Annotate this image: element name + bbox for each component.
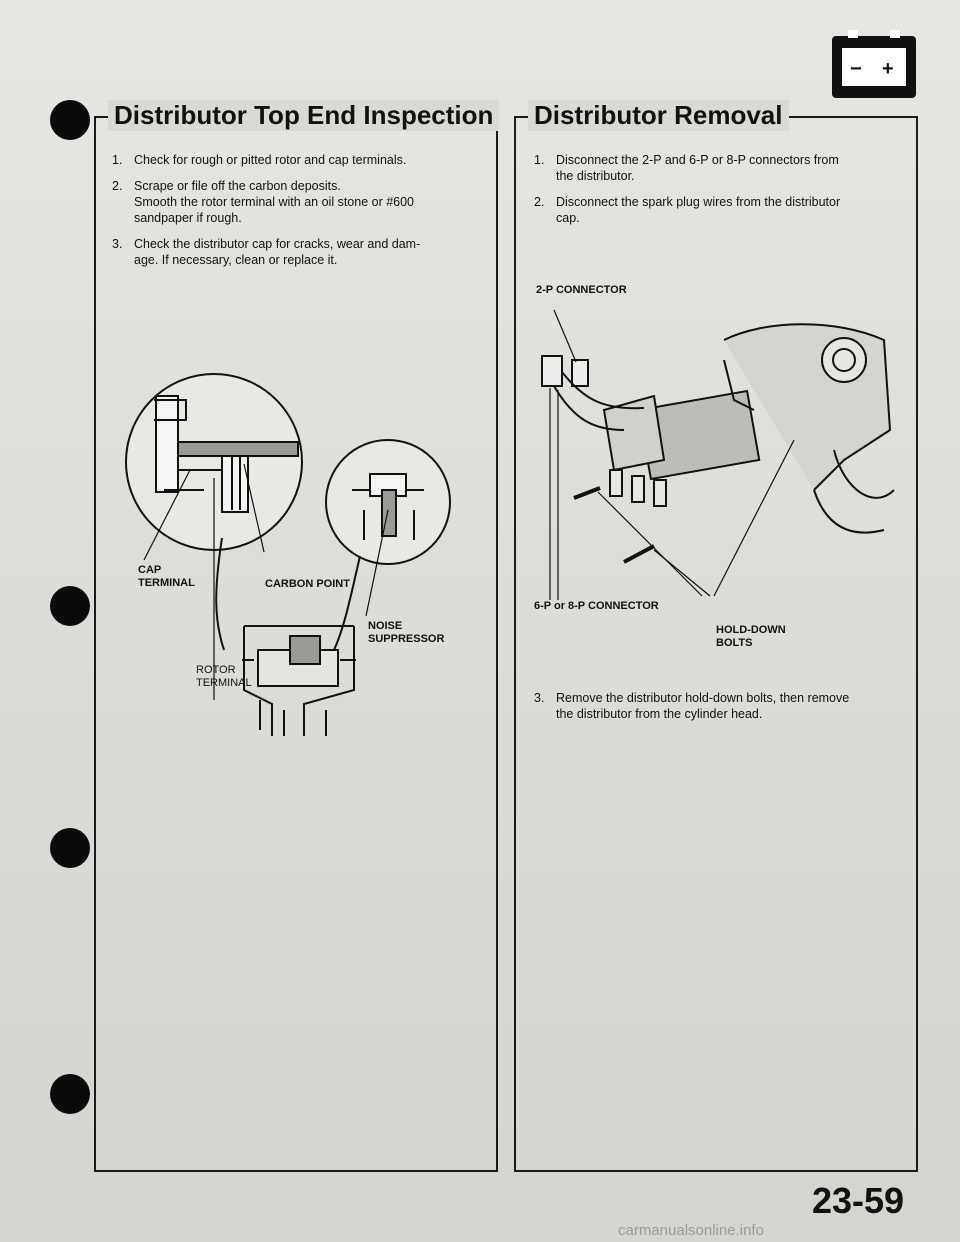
right-step-3-container [534,690,906,732]
left-section-title: Distributor Top End Inspection [108,100,499,131]
punch-hole-2 [50,586,90,626]
minus-symbol: − [850,58,862,80]
watermark: carmanualsonline.info [618,1222,764,1239]
distributor-removal-diagram [514,300,914,610]
cap-terminal-label: CAP TERMINAL [138,564,195,589]
right-section-title: Distributor Removal [528,100,789,131]
left-step-3: 3. Check the distributor cap for cracks, wear and dam- age. If necessary, clean or replace it. [112,237,421,267]
rotor-terminal-label: ROTOR TERMINAL [196,664,252,689]
punch-hole-1 [50,100,90,140]
punch-hole-4 [50,1074,90,1114]
hold-down-bolts-label: HOLD-DOWN BOLTS [716,624,786,649]
six-p-connector-label: 6-P or 8-P CONNECTOR [534,600,659,612]
carbon-point-label: CARBON POINT [265,578,350,590]
two-p-connector-label: 2-P CONNECTOR [536,284,627,296]
punch-hole-3 [50,828,90,868]
right-step-3: 3. Remove the distributor hold-down bolts, then remove the distributor from the cylinder head. [534,691,850,721]
left-step-2: 2. Scrape or file off the carbon deposits. Smooth the rotor terminal with an oil stone or #600 sandpaper if rough. [112,179,415,225]
battery-icon [832,36,916,98]
right-step-1: 1. Disconnect the 2-P and 6-P or 8-P connectors from the distributor. [534,153,839,183]
left-step-1: 1. Check for rough or pitted rotor and cap terminals. [112,153,407,167]
page-number: 23-59 [812,1180,905,1221]
right-steps [534,152,906,236]
plus-symbol: + [882,58,894,80]
left-steps [112,152,484,278]
right-step-2: 2. Disconnect the spark plug wires from the distributor cap. [534,195,841,225]
noise-suppressor-label: NOISE SUPPRESSOR [368,620,445,645]
